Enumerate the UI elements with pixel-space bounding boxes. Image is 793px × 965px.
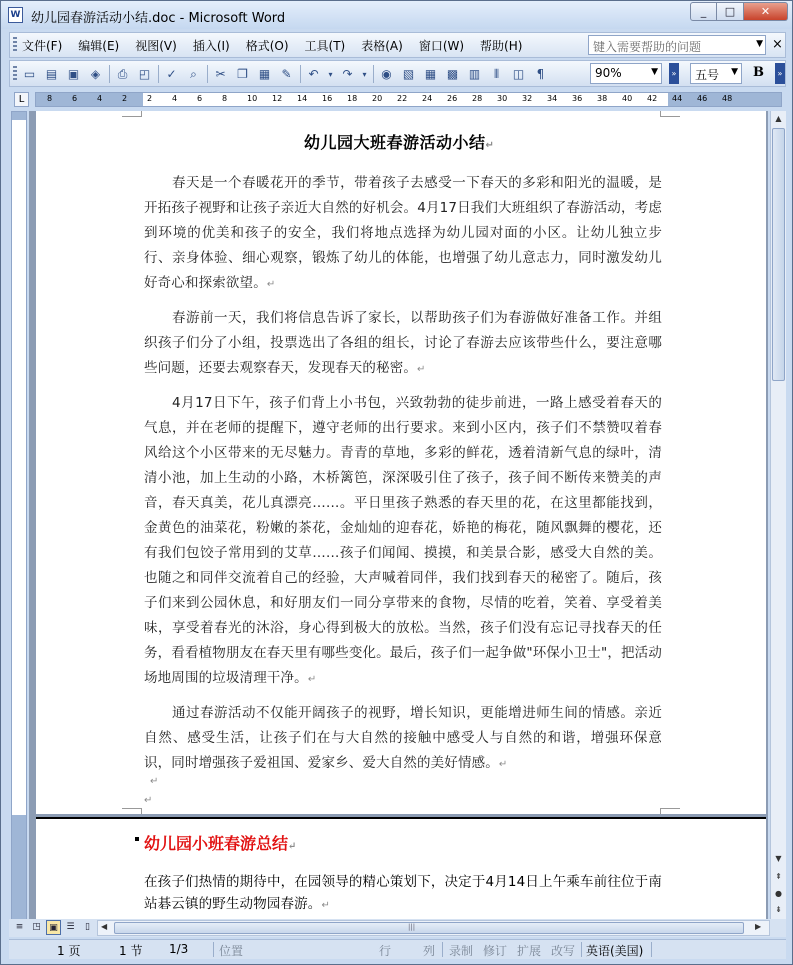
- menu-file[interactable]: 文件(F): [22, 39, 63, 53]
- ruler-row: [9, 90, 786, 109]
- menu-table[interactable]: 表格(A): [361, 39, 403, 53]
- ruler-number: 16: [322, 94, 333, 103]
- format-painter-icon[interactable]: ✎: [281, 67, 292, 81]
- ruler-number: 34: [547, 94, 558, 103]
- toolbar-options-icon[interactable]: »: [669, 63, 679, 84]
- toolbar-separator: [109, 65, 110, 83]
- paragraph-mark: ↵: [498, 759, 508, 770]
- redo-icon[interactable]: ↷: [342, 67, 353, 81]
- toolbar-separator: [300, 65, 301, 83]
- ruler-number: 48: [722, 94, 733, 103]
- title-bar[interactable]: [1, 1, 792, 29]
- next-page-icon[interactable]: ⇟: [775, 905, 782, 914]
- toolbar-icons: [21, 65, 554, 83]
- open-icon[interactable]: ▤: [45, 67, 58, 81]
- maximize-button[interactable]: □: [717, 2, 744, 21]
- font-size-value: 五号: [695, 68, 720, 82]
- horizontal-scrollbar[interactable]: [97, 920, 770, 936]
- empty-paragraph-mark: ↵: [144, 795, 153, 806]
- menu-grip-icon[interactable]: [13, 37, 17, 53]
- horizontal-ruler[interactable]: [35, 92, 782, 107]
- paragraph-1: [144, 171, 662, 297]
- redo-dropdown-icon[interactable]: ▾: [362, 69, 367, 79]
- ruler-number: 8: [47, 94, 53, 103]
- ruler-number: 14: [297, 94, 308, 103]
- paragraph-mark: ↵: [307, 674, 317, 685]
- scroll-right-icon[interactable]: ▶: [755, 922, 762, 931]
- save-icon[interactable]: ▣: [67, 67, 80, 81]
- ruler-number: 12: [272, 94, 283, 103]
- ruler-number: 38: [597, 94, 608, 103]
- new-icon[interactable]: ▭: [23, 67, 36, 81]
- zoom-select[interactable]: [590, 63, 662, 84]
- word-app-icon[interactable]: W: [8, 7, 23, 23]
- ruler-number: 46: [697, 94, 708, 103]
- scroll-grip-icon: |||: [408, 923, 416, 931]
- status-extend[interactable]: 扩展: [517, 944, 542, 958]
- zoom-dropdown-icon[interactable]: ▼: [651, 67, 658, 77]
- section-title: 幼儿园小班春游总结: [144, 834, 289, 853]
- help-search-placeholder: 键入需要帮助的问题: [593, 40, 702, 54]
- margin-corner: [660, 111, 680, 117]
- status-record[interactable]: 录制: [449, 944, 474, 958]
- paragraph-3-text: 4月17日下午，孩子们背上小书包，兴致勃勃的徒步前进，一路上感受着春天的气息，并在老师的提醒下，遵守老师的出行要求。来到小区内，孩子们不禁赞叹着春风给这个小区带来的无尽魅力。青青的草地，多彩的鲜花，透着清新气息的绿叶，清清小池，加上生动的小路，木桥篱笆，深深吸引住了孩子，孩子间不断传来赞美的声音，春天真美，花儿真漂亮……。平日里孩子熟悉的春天里的花，在这里都能找到，金黄色的油菜花，粉嫩的茶花，金灿灿的迎春花，娇艳的梅花，随风飘舞的樱花，还有我们包饺子常用到的艾草……孩子们闻闻、摸摸，和美景合影，感受大自然的美。也随之和同伴交流着自己的经验，大声喊着同伴，我们找到春天的秘密了。随后，孩子们来到公园休息，和好朋友们一同分享带来的食物，尽情的吃着，笑着、享受着美味，享受着春光的沐浴，身心得到极大的放松。当然，孩子们没有忘记寻找春天的任务，看看植物朋友在春天里有哪些变化。最后，孩子们一起争做"环保小卫士"，把活动场地周围的垃圾清理干净。: [144, 395, 662, 686]
- menu-bar: [9, 32, 786, 58]
- paragraph-mark: ↵: [266, 279, 276, 290]
- empty-paragraph-mark: ↵: [150, 776, 159, 787]
- status-page-of[interactable]: 1/3: [169, 942, 189, 956]
- document-map-icon[interactable]: ◫: [512, 67, 525, 81]
- menu-insert[interactable]: 插入(I): [192, 39, 230, 53]
- print-icon[interactable]: ⎙: [117, 66, 128, 81]
- status-section[interactable]: 1 节: [119, 944, 143, 958]
- ruler-number: 18: [347, 94, 358, 103]
- ruler-number: 40: [622, 94, 633, 103]
- paragraph-mark: ↵: [288, 841, 297, 852]
- vertical-ruler[interactable]: [11, 111, 27, 919]
- margin-corner: [122, 111, 142, 117]
- ruler-number: 6: [72, 94, 78, 103]
- print-preview-icon[interactable]: ◰: [138, 67, 151, 81]
- ruler-number: 24: [422, 94, 433, 103]
- status-separator: [651, 942, 652, 957]
- ruler-number: 2: [147, 94, 153, 103]
- status-separator: [213, 942, 214, 957]
- tab-selector[interactable]: L: [14, 92, 29, 107]
- ruler-number: 42: [647, 94, 658, 103]
- status-column[interactable]: 列: [423, 944, 436, 958]
- menu-tools[interactable]: 工具(T): [304, 39, 346, 53]
- toolbar-separator: [373, 65, 374, 83]
- heading-bullet-icon: [135, 837, 139, 841]
- reading-view-icon[interactable]: ▯: [85, 922, 90, 932]
- ruler-number: 36: [572, 94, 583, 103]
- web-view-icon[interactable]: ◳: [32, 922, 41, 932]
- document-title: 幼儿园大班春游活动小结: [304, 133, 486, 152]
- help-dropdown-icon[interactable]: ▼: [756, 39, 763, 49]
- paragraph-mark: ↵: [485, 140, 495, 151]
- ruler-number: 4: [172, 94, 178, 103]
- vruler-margin: [12, 112, 26, 120]
- window-controls: [690, 2, 788, 21]
- menu-help[interactable]: 帮助(H): [480, 39, 523, 53]
- cut-icon[interactable]: ✂: [215, 67, 226, 81]
- close-document-button[interactable]: ×: [772, 37, 783, 52]
- ruler-number: 8: [222, 94, 228, 103]
- toolbar-grip-icon[interactable]: [13, 66, 17, 82]
- previous-page-icon[interactable]: ⇞: [775, 872, 782, 881]
- ruler-number: 10: [247, 94, 258, 103]
- status-line[interactable]: 行: [379, 944, 392, 958]
- close-window-button[interactable]: ✕: [744, 2, 788, 21]
- horizontal-scroll-row: [9, 919, 786, 937]
- page-1[interactable]: [36, 111, 766, 814]
- vruler-margin: [12, 815, 26, 920]
- section-title-line: [144, 831, 296, 854]
- outline-view-icon[interactable]: ☰: [66, 922, 75, 932]
- research-icon[interactable]: ⌕: [190, 66, 197, 81]
- toolbar-separator: [158, 65, 159, 83]
- paste-icon[interactable]: ▦: [258, 67, 271, 81]
- ruler-number: 6: [197, 94, 203, 103]
- insert-table-icon[interactable]: ▦: [424, 67, 437, 81]
- vertical-scroll-thumb[interactable]: [772, 128, 785, 381]
- paragraph-5: [144, 871, 662, 917]
- paragraph-1-text: 春天是一个春暖花开的季节，带着孩子去感受一下春天的多彩和阳光的温暖，是开拓孩子视野和让孩子亲近大自然的好机会。4月17日我们大班组织了春游活动，考虑到环境的优美和孩子的安全，我们将地点选择为幼儿园对面的小区。让幼儿独立步行、亲身体验、细心观察，锻炼了幼儿的体能，也增强了幼儿意志力，同时激发幼儿好奇心和探索欲望。: [144, 175, 662, 291]
- scroll-up-icon[interactable]: ▲: [775, 114, 782, 123]
- menu-view[interactable]: 视图(V): [135, 39, 177, 53]
- window-title: 幼儿园春游活动小结.doc - Microsoft Word: [31, 11, 286, 26]
- margin-corner: [122, 808, 142, 814]
- select-browse-object-icon[interactable]: ●: [775, 889, 782, 898]
- ruler-number: 28: [472, 94, 483, 103]
- vertical-scrollbar[interactable]: [770, 111, 786, 919]
- status-overtype[interactable]: 改写: [551, 944, 576, 958]
- ruler-number: 30: [497, 94, 508, 103]
- page-2[interactable]: [36, 817, 766, 919]
- permission-icon[interactable]: ◈: [90, 67, 101, 81]
- menu-edit[interactable]: 编辑(E): [78, 39, 120, 53]
- doc-title-line: [304, 130, 494, 153]
- ruler-number: 4: [97, 94, 103, 103]
- show-hide-icon[interactable]: ¶: [536, 67, 545, 81]
- insert-excel-icon[interactable]: ▩: [446, 67, 459, 81]
- status-track-changes[interactable]: 修订: [483, 944, 508, 958]
- paragraph-mark: ↵: [321, 900, 330, 911]
- paragraph-4-text: 通过春游活动不仅能开阔孩子的视野，增长知识，更能增进师生间的情感。亲近自然、感受生活，让孩子们在与大自然的接触中感受人与自然的和谐，增强环保意识，同时增强孩子爱祖国、爱家乡、爱大自然的美好情感。: [144, 705, 662, 771]
- print-layout-view-icon[interactable]: ▣: [46, 920, 61, 935]
- status-separator: [442, 942, 443, 957]
- ruler-number: 22: [397, 94, 408, 103]
- spelling-icon[interactable]: ✓: [166, 67, 177, 81]
- menu-window[interactable]: 窗口(W): [418, 39, 465, 53]
- horizontal-scroll-thumb[interactable]: [114, 922, 744, 934]
- undo-icon[interactable]: ↶: [308, 67, 319, 81]
- toolbar-separator: [207, 65, 208, 83]
- tables-borders-icon[interactable]: ▧: [402, 67, 415, 81]
- status-page[interactable]: 1 页: [57, 944, 81, 958]
- ruler-number: 26: [447, 94, 458, 103]
- columns-icon[interactable]: ▥: [468, 67, 481, 81]
- document-area[interactable]: [29, 111, 768, 919]
- paragraph-mark: ↵: [417, 364, 426, 375]
- normal-view-icon[interactable]: ≡: [15, 922, 24, 932]
- zoom-value: 90%: [595, 66, 622, 80]
- paragraph-3: [144, 391, 662, 692]
- menu-format[interactable]: 格式(O): [245, 39, 289, 53]
- ruler-number: 20: [372, 94, 383, 103]
- font-size-select[interactable]: [690, 63, 742, 84]
- paragraph-2: [144, 306, 662, 382]
- scroll-left-icon[interactable]: ◀: [101, 922, 108, 931]
- scroll-down-icon[interactable]: ▼: [775, 854, 782, 863]
- paragraph-2-text: 春游前一天，我们将信息告诉了家长，以帮助孩子们为春游做好准备工作。并组织孩子们分了小组，投票选出了各组的组长，讨论了春游去应该带些什么，要注意哪些问题，还要去观察春天，发现春天的秘密。: [144, 310, 662, 376]
- copy-icon[interactable]: ❐: [237, 67, 248, 81]
- paragraph-4: [144, 701, 662, 777]
- paragraph-5-text: 在孩子们热情的期待中，在园领导的精心策划下，决定于4月14日上午乘车前往位于南站碁云镇的野生动物园春游。: [144, 874, 662, 912]
- status-position[interactable]: 位置: [219, 944, 244, 958]
- ruler-number: 32: [522, 94, 533, 103]
- bold-button[interactable]: B: [753, 65, 764, 80]
- formatting-options-icon[interactable]: »: [775, 63, 785, 84]
- margin-corner: [660, 808, 680, 814]
- ruler-number: 2: [122, 94, 128, 103]
- font-size-dropdown-icon[interactable]: ▼: [731, 67, 738, 77]
- undo-dropdown-icon[interactable]: ▾: [328, 69, 333, 79]
- menu-items: [22, 37, 538, 54]
- minimize-button[interactable]: _: [690, 2, 717, 21]
- help-search-input[interactable]: [588, 35, 766, 55]
- drawing-icon[interactable]: ⫴: [493, 66, 500, 81]
- status-bar: [9, 939, 786, 959]
- hyperlink-icon[interactable]: ◉: [381, 67, 392, 81]
- status-language[interactable]: 英语(美国): [586, 944, 644, 958]
- status-separator: [581, 942, 582, 957]
- ruler-number: 44: [672, 94, 683, 103]
- standard-toolbar: [9, 60, 786, 87]
